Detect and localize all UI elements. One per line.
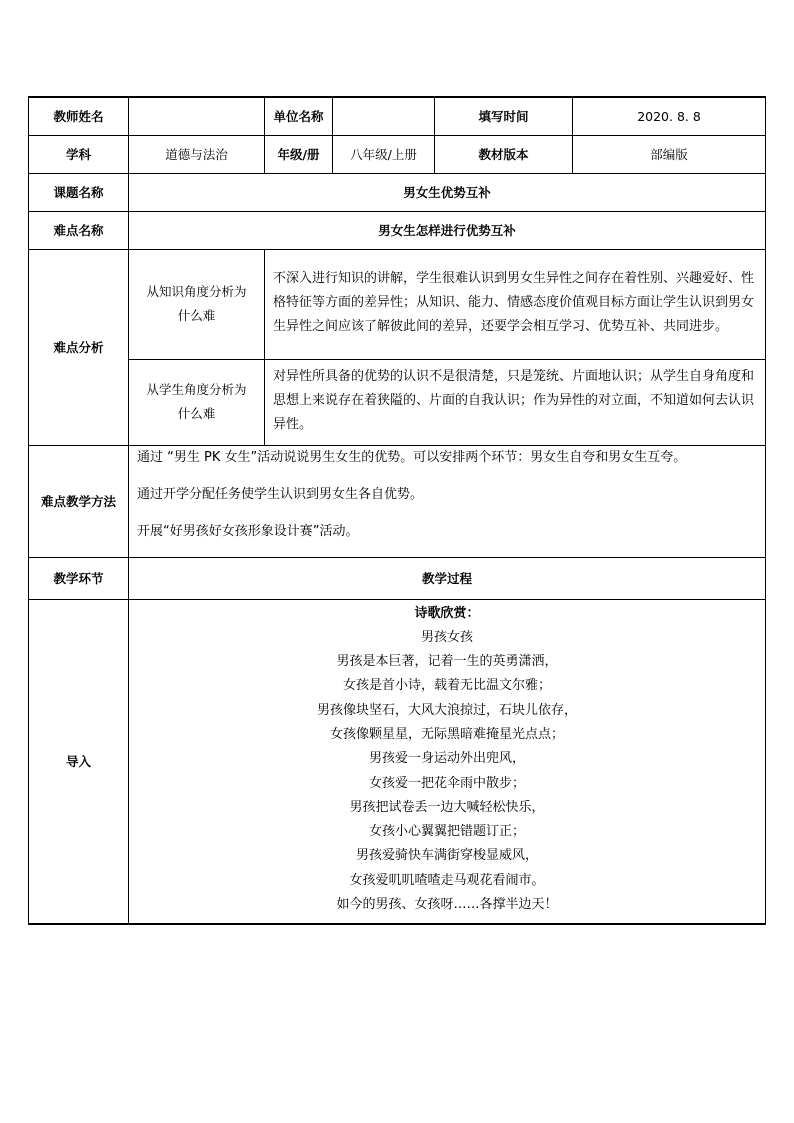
student-angle-text: 对异性所具备的优势的认识不是很清楚，只是笼统、片面地认识；从学生自身角度和思想上来说存在着狭隘的、片面的自我认识；作为异性的对立面，不知道如何去认识异性。	[265, 359, 766, 445]
topic-row	[29, 173, 766, 211]
student-angle-label	[129, 359, 265, 445]
poem-block	[129, 599, 766, 924]
lesson-plan-page	[28, 96, 765, 925]
student-angle-label-line2: 什么难	[177, 406, 216, 421]
topic-value: 男女生优势互补	[129, 173, 766, 211]
intro-row	[29, 599, 766, 924]
poem-line: 女孩爱叽叽喳喳走马观花看闹市。	[349, 872, 545, 888]
edition-value: 部编版	[573, 135, 766, 173]
fill-date-value: 2020. 8. 8	[573, 97, 766, 135]
process-header-row	[29, 557, 766, 599]
difficulty-row	[29, 211, 766, 249]
lesson-plan-table	[28, 96, 766, 925]
header-row-2	[29, 135, 766, 173]
difficulty-label: 难点名称	[29, 211, 129, 249]
knowledge-angle-label-line2: 什么难	[177, 308, 216, 323]
poem-line: 男孩把试卷丢一边大喊轻松快乐，	[349, 799, 545, 815]
poem-line: 男孩女孩	[420, 629, 473, 645]
intro-label: 导入	[29, 599, 129, 924]
edition-label: 教材版本	[435, 135, 573, 173]
method-paragraph-3: 开展“好男孩好女孩形象设计赛”活动。	[137, 523, 359, 539]
poem-line: 男孩爱骑快车满街穿梭显威风，	[355, 848, 538, 864]
method-paragraph-2: 通过开学分配任务使学生认识到男女生各自优势。	[137, 486, 424, 502]
method-row	[29, 445, 766, 557]
unit-name-value	[333, 97, 435, 135]
analysis-label: 难点分析	[29, 249, 129, 445]
unit-name-label: 单位名称	[265, 97, 333, 135]
teacher-name-value	[129, 97, 265, 135]
method-label: 难点教学方法	[29, 445, 129, 557]
subject-value: 道德与法治	[129, 135, 265, 173]
poem-line: 女孩像颗星星，无际黑暗难掩星光点点；	[329, 726, 564, 742]
knowledge-angle-label-line1: 从知识角度分析为	[146, 284, 247, 299]
header-row-1	[29, 97, 766, 135]
stage-header: 教学环节	[29, 557, 129, 599]
grade-value: 八年级/上册	[333, 135, 435, 173]
poem-line: 女孩爱一把花伞雨中散步；	[368, 775, 525, 791]
poem-line: 男孩是本巨著，记着一生的英勇潇洒，	[336, 654, 558, 670]
poem-line: 如今的男孩、女孩呀……各撑半边天！	[336, 897, 558, 913]
poem-line: 男孩爱一身运动外出兜风，	[368, 751, 525, 767]
poem-line: 女孩是首小诗，载着无比温文尔雅；	[342, 678, 551, 694]
analysis-row-student	[29, 359, 766, 445]
subject-label: 学科	[29, 135, 129, 173]
poem-heading: 诗歌欣赏：	[414, 605, 480, 621]
analysis-row-knowledge	[29, 249, 766, 359]
grade-label: 年级/册	[265, 135, 333, 173]
fill-date-label: 填写时间	[435, 97, 573, 135]
student-angle-label-line1: 从学生角度分析为	[146, 382, 247, 397]
method-paragraph-1: 通过 “男生 PK 女生”活动说说男生女生的优势。可以安排两个环节：男女生自夸和男女生互夸。	[137, 449, 687, 465]
difficulty-value: 男女生怎样进行优势互补	[129, 211, 766, 249]
teacher-name-label: 教师姓名	[29, 97, 129, 135]
process-header: 教学过程	[129, 557, 766, 599]
knowledge-angle-text: 不深入进行知识的讲解，学生很难认识到男女生异性之间存在着性别、兴趣爱好、性格特征等方面的差异性；从知识、能力、情感态度价值观目标方面让学生认识到男女生异性之间应该了解彼此间的差异，还要学会相互学习、优势互补、共同进步。	[265, 249, 766, 359]
poem-line: 女孩小心翼翼把错题订正；	[368, 824, 525, 840]
topic-label: 课题名称	[29, 173, 129, 211]
knowledge-angle-label	[129, 249, 265, 359]
method-content	[129, 445, 766, 557]
poem-line: 男孩像块坚石，大风大浪掠过，石块儿依存，	[316, 702, 577, 718]
